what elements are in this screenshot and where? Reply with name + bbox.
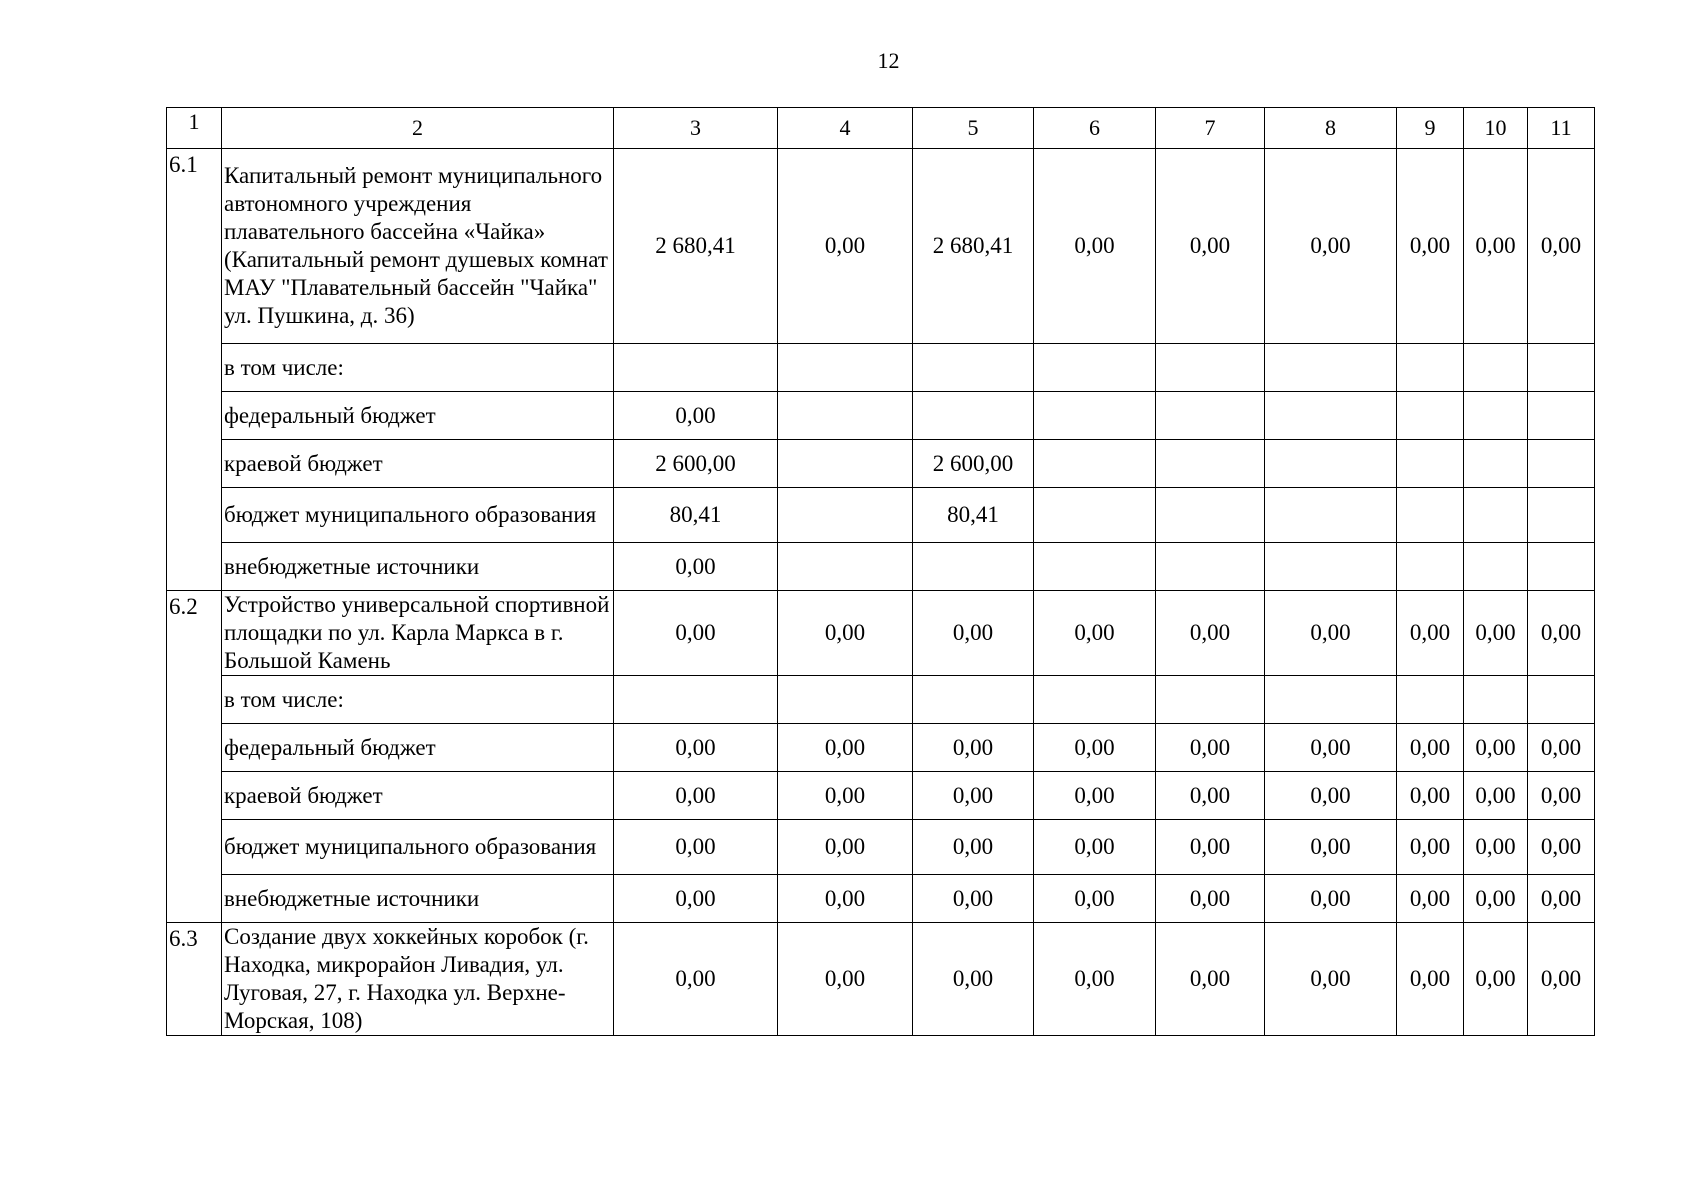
value-cell: 0,00 — [1397, 591, 1464, 676]
value-cell: 0,00 — [1034, 923, 1156, 1036]
value-cell — [1034, 488, 1156, 543]
column-header: 7 — [1156, 108, 1265, 149]
funding-source-label: бюджет муниципального образования — [222, 820, 614, 875]
column-header: 5 — [913, 108, 1034, 149]
value-cell: 0,00 — [1265, 591, 1397, 676]
value-cell — [1397, 543, 1464, 591]
value-cell: 0,00 — [778, 875, 913, 923]
value-cell: 0,00 — [778, 591, 913, 676]
value-cell — [1397, 676, 1464, 724]
value-cell: 0,00 — [1156, 724, 1265, 772]
value-cell: 0,00 — [1265, 820, 1397, 875]
column-header: 3 — [614, 108, 778, 149]
value-cell: 0,00 — [614, 875, 778, 923]
value-cell: 80,41 — [913, 488, 1034, 543]
funding-source-label: бюджет муниципального образования — [222, 488, 614, 543]
value-cell — [1265, 344, 1397, 392]
value-cell — [778, 543, 913, 591]
funding-source-row — [167, 440, 1595, 488]
value-cell: 0,00 — [1156, 772, 1265, 820]
value-cell: 0,00 — [1397, 875, 1464, 923]
value-cell: 0,00 — [1034, 875, 1156, 923]
section-row — [167, 591, 1595, 676]
funding-source-label: краевой бюджет — [222, 440, 614, 488]
funding-source-row — [167, 543, 1595, 591]
section-number: 6.3 — [167, 923, 222, 1036]
funding-source-row — [167, 392, 1595, 440]
value-cell: 0,00 — [1034, 820, 1156, 875]
column-header: 11 — [1528, 108, 1595, 149]
value-cell: 0,00 — [1265, 923, 1397, 1036]
section-number: 6.2 — [167, 591, 222, 923]
value-cell: 2 680,41 — [913, 149, 1034, 344]
value-cell: 0,00 — [1034, 591, 1156, 676]
value-cell — [778, 488, 913, 543]
value-cell — [913, 543, 1034, 591]
value-cell — [1464, 344, 1528, 392]
funding-source-row — [167, 772, 1595, 820]
value-cell: 0,00 — [778, 820, 913, 875]
value-cell: 0,00 — [778, 724, 913, 772]
value-cell: 0,00 — [1528, 772, 1595, 820]
value-cell: 0,00 — [614, 724, 778, 772]
value-cell: 0,00 — [913, 724, 1034, 772]
value-cell: 0,00 — [1397, 772, 1464, 820]
value-cell: 2 600,00 — [614, 440, 778, 488]
value-cell: 0,00 — [1464, 591, 1528, 676]
value-cell — [913, 344, 1034, 392]
value-cell — [1034, 440, 1156, 488]
value-cell — [1265, 488, 1397, 543]
funding-source-label: федеральный бюджет — [222, 392, 614, 440]
funding-source-label: федеральный бюджет — [222, 724, 614, 772]
column-header: 10 — [1464, 108, 1528, 149]
value-cell — [1528, 543, 1595, 591]
value-cell: 0,00 — [1528, 923, 1595, 1036]
funding-source-row — [167, 344, 1595, 392]
value-cell: 0,00 — [1528, 820, 1595, 875]
value-cell: 0,00 — [1156, 875, 1265, 923]
value-cell: 0,00 — [614, 591, 778, 676]
value-cell — [1464, 440, 1528, 488]
value-cell: 0,00 — [1034, 149, 1156, 344]
value-cell: 0,00 — [1528, 724, 1595, 772]
value-cell — [1528, 344, 1595, 392]
section-name: Капитальный ремонт муниципального автономного учреждения плавательного бассейна «Чайка» (Капитальный ремонт душевых комнат МАУ "Плавательный бассейн "Чайка" ул. Пушкина, д. 36) — [222, 149, 614, 344]
value-cell — [1528, 676, 1595, 724]
value-cell — [614, 344, 778, 392]
value-cell — [1265, 440, 1397, 488]
value-cell: 0,00 — [1265, 772, 1397, 820]
column-header: 8 — [1265, 108, 1397, 149]
funding-source-label: в том числе: — [222, 676, 614, 724]
section-name: Устройство универсальной спортивной площадки по ул. Карла Маркса в г. Большой Камень — [222, 591, 614, 676]
value-cell — [778, 392, 913, 440]
column-header: 9 — [1397, 108, 1464, 149]
value-cell — [913, 392, 1034, 440]
value-cell — [1397, 488, 1464, 543]
value-cell: 0,00 — [1156, 591, 1265, 676]
value-cell — [1034, 543, 1156, 591]
value-cell: 0,00 — [1265, 875, 1397, 923]
value-cell: 0,00 — [1034, 724, 1156, 772]
funding-source-row — [167, 488, 1595, 543]
value-cell — [1265, 543, 1397, 591]
value-cell — [1397, 440, 1464, 488]
value-cell — [1156, 344, 1265, 392]
value-cell — [1528, 392, 1595, 440]
value-cell: 0,00 — [913, 591, 1034, 676]
value-cell: 0,00 — [913, 923, 1034, 1036]
value-cell — [778, 676, 913, 724]
value-cell — [1034, 344, 1156, 392]
value-cell: 0,00 — [614, 392, 778, 440]
value-cell: 0,00 — [778, 149, 913, 344]
column-header: 4 — [778, 108, 913, 149]
column-header: 1 — [167, 108, 222, 149]
value-cell: 0,00 — [1464, 149, 1528, 344]
value-cell: 80,41 — [614, 488, 778, 543]
funding-source-label: в том числе: — [222, 344, 614, 392]
value-cell: 0,00 — [614, 923, 778, 1036]
value-cell — [1156, 392, 1265, 440]
funding-source-label: внебюджетные источники — [222, 875, 614, 923]
value-cell — [1156, 488, 1265, 543]
funding-source-label: краевой бюджет — [222, 772, 614, 820]
value-cell — [1156, 676, 1265, 724]
value-cell: 0,00 — [1397, 724, 1464, 772]
section-row — [167, 923, 1595, 1036]
value-cell: 0,00 — [1397, 820, 1464, 875]
value-cell — [614, 676, 778, 724]
value-cell — [1156, 543, 1265, 591]
value-cell: 0,00 — [913, 875, 1034, 923]
value-cell: 0,00 — [1265, 149, 1397, 344]
value-cell: 0,00 — [778, 923, 913, 1036]
value-cell — [1464, 543, 1528, 591]
value-cell: 0,00 — [1156, 820, 1265, 875]
value-cell: 0,00 — [1034, 772, 1156, 820]
value-cell: 0,00 — [614, 772, 778, 820]
value-cell — [1034, 676, 1156, 724]
column-number-row — [167, 108, 1595, 149]
section-name: Создание двух хоккейных коробок (г. Находка, микрорайон Ливадия, ул. Луговая, 27, г. Находка ул. Верхне-Морская, 108) — [222, 923, 614, 1036]
value-cell — [913, 676, 1034, 724]
value-cell: 0,00 — [1156, 923, 1265, 1036]
value-cell: 0,00 — [1464, 724, 1528, 772]
value-cell — [1156, 440, 1265, 488]
value-cell: 0,00 — [1156, 149, 1265, 344]
section-row — [167, 149, 1595, 344]
value-cell: 0,00 — [614, 543, 778, 591]
value-cell: 0,00 — [1464, 923, 1528, 1036]
budget-table — [166, 107, 1595, 1036]
funding-source-row — [167, 820, 1595, 875]
value-cell — [778, 344, 913, 392]
value-cell: 0,00 — [778, 772, 913, 820]
value-cell — [1464, 488, 1528, 543]
funding-source-row — [167, 724, 1595, 772]
value-cell: 0,00 — [1464, 875, 1528, 923]
column-header: 6 — [1034, 108, 1156, 149]
column-header: 2 — [222, 108, 614, 149]
value-cell — [1397, 392, 1464, 440]
value-cell — [1464, 676, 1528, 724]
value-cell — [1464, 392, 1528, 440]
value-cell: 0,00 — [913, 772, 1034, 820]
section-number: 6.1 — [167, 149, 222, 591]
value-cell: 2 680,41 — [614, 149, 778, 344]
value-cell — [1397, 344, 1464, 392]
value-cell — [1265, 676, 1397, 724]
value-cell: 0,00 — [1464, 772, 1528, 820]
value-cell: 0,00 — [614, 820, 778, 875]
funding-source-label: внебюджетные источники — [222, 543, 614, 591]
value-cell: 0,00 — [1464, 820, 1528, 875]
value-cell: 2 600,00 — [913, 440, 1034, 488]
value-cell: 0,00 — [1397, 149, 1464, 344]
value-cell — [1528, 488, 1595, 543]
value-cell: 0,00 — [1265, 724, 1397, 772]
value-cell: 0,00 — [1528, 149, 1595, 344]
funding-source-row — [167, 676, 1595, 724]
page-number: 12 — [877, 48, 900, 73]
value-cell: 0,00 — [1397, 923, 1464, 1036]
value-cell — [1034, 392, 1156, 440]
value-cell — [778, 440, 913, 488]
funding-source-row — [167, 875, 1595, 923]
value-cell — [1528, 440, 1595, 488]
value-cell: 0,00 — [1528, 875, 1595, 923]
value-cell: 0,00 — [1528, 591, 1595, 676]
value-cell — [1265, 392, 1397, 440]
value-cell: 0,00 — [913, 820, 1034, 875]
